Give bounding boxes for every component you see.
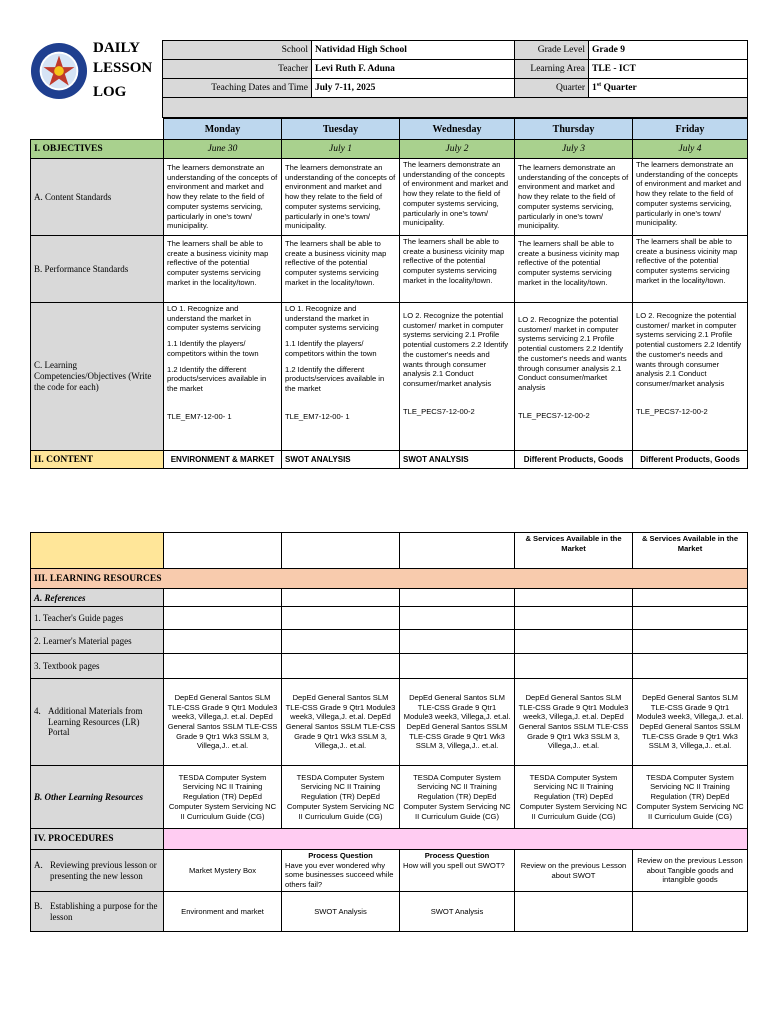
content-thursday: Different Products, Goods xyxy=(515,451,633,469)
performance-standard-wednesday: The learners shall be able to create a business vicinity map reflective of the potential computer systems servicing market in the locality/town. xyxy=(400,236,515,303)
day-wednesday: Wednesday xyxy=(400,119,515,140)
performance-standard-monday: The learners shall be able to create a business vicinity map reflective of the potential computer systems servicing market in the locality/town. xyxy=(164,236,282,303)
teacher-guide-thursday xyxy=(515,607,633,630)
content-standard-wednesday: The learners demonstrate an understanding of the concepts of environment and market and how they relate to the field of computer systems servicing, particularly in one's town/ municipality. xyxy=(400,159,515,236)
procedure-a-friday: Review on the previous Lesson about Tangible goods and intangible goods xyxy=(633,850,748,892)
textbook-monday xyxy=(164,654,282,679)
title-line-2: LESSON xyxy=(93,60,153,76)
learning-area-label: Learning Area xyxy=(515,60,589,79)
textbook-thursday xyxy=(515,654,633,679)
lesson-log-table-bottom xyxy=(30,532,748,932)
competency-lo1-1: 1.1 Identify the players/ competitors within the town xyxy=(167,339,259,358)
performance-standard-thursday: The learners shall be able to create a business vicinity map reflective of the potential computer systems servicing market in the locality/town. xyxy=(515,236,633,303)
additional-materials-thursday: DepEd General Santos SLM TLE-CSS Grade 9 Qtr1 Module3 week3, Villega,J. et.al. DepEd General Santos SSLM TLE-CSS Grade 9 Qtr1 Wk3 SSLM 3, Villega,J.. et.al. xyxy=(515,679,633,766)
competency-wednesday xyxy=(400,303,515,451)
school-label: School xyxy=(163,41,312,60)
day-corner xyxy=(31,119,164,140)
procedure-b-number: B. xyxy=(34,900,43,911)
learner-material-thursday xyxy=(515,630,633,654)
performance-standards-label: B. Performance Standards xyxy=(31,236,164,303)
competency-friday xyxy=(633,303,748,451)
competency-lo1-2: 1.2 Identify the different products/services available in the market xyxy=(285,364,385,394)
competency-code: TLE_PECS7-12-00-2 xyxy=(403,406,475,416)
procedures-band xyxy=(164,829,748,850)
procedure-b-label xyxy=(31,892,164,932)
header-spacer xyxy=(163,98,748,118)
references-tuesday xyxy=(282,589,400,607)
title-line-3: LOG xyxy=(93,84,127,100)
learner-material-friday xyxy=(633,630,748,654)
school-value: Natividad High School xyxy=(312,41,515,60)
learner-material-wednesday xyxy=(400,630,515,654)
additional-materials-text: Additional Materials from Learning Resources (LR) Portal xyxy=(48,705,143,738)
procedure-b-text: Establishing a purpose for the lesson xyxy=(50,900,158,922)
content-heading: II. CONTENT xyxy=(31,451,164,469)
content-standard-friday: The learners demonstrate an understanding of the concepts of environment and market and how they relate to the field of computer systems servicing, particularly in one's town/ municipality. xyxy=(633,159,748,236)
learner-material-label: 2. Learner's Material pages xyxy=(31,630,164,654)
day-thursday: Thursday xyxy=(515,119,633,140)
day-tuesday: Tuesday xyxy=(282,119,400,140)
content-standard-thursday: The learners demonstrate an understanding of the concepts of environment and market and how they relate to the field of computer systems servicing, particularly in one's town/ municipality. xyxy=(515,159,633,236)
date-thursday: July 3 xyxy=(515,140,633,159)
teaching-dates-value: July 7-11, 2025 xyxy=(312,79,515,98)
procedure-b-friday xyxy=(633,892,748,932)
competency-code: TLE_PECS7-12-00-2 xyxy=(518,410,590,420)
grade-level-label: Grade Level xyxy=(515,41,589,60)
competencies-label: C. Learning Competencies/Objectives (Write the code for each) xyxy=(31,303,164,451)
references-thursday xyxy=(515,589,633,607)
content-continued-wednesday xyxy=(400,533,515,569)
competency-lo2-text: LO 2. Recognize the potential customer/ market in computer systems servicing 2.1 Profile potential customers 2.2 Identify the customer's needs and wants through consumer analysis 2.1 Conduct consumer/market analysis xyxy=(518,315,627,393)
day-monday: Monday xyxy=(164,119,282,140)
other-resources-wednesday: TESDA Computer System Servicing NC II Training Regulation (TR) DepEd Computer System Servicing NC II Curriculum Guide (CG) xyxy=(400,766,515,829)
procedure-a-text: Reviewing previous lesson or presenting the new lesson xyxy=(50,859,157,881)
additional-materials-friday: DepEd General Santos SLM TLE-CSS Grade 9 Qtr1 Module3 week3, Villega,J. et.al. DepEd General Santos SSLM TLE-CSS Grade 9 Qtr1 Wk3 SSLM 3, Villega,J.. et.al. xyxy=(633,679,748,766)
additional-materials-number: 4. xyxy=(34,705,41,716)
procedure-b-monday: Environment and market xyxy=(164,892,282,932)
process-question-text: Have you ever wondered why some businesses succeed while others fail? xyxy=(285,860,394,890)
textbook-wednesday xyxy=(400,654,515,679)
objectives-heading: I. OBJECTIVES xyxy=(31,140,164,159)
textbook-friday xyxy=(633,654,748,679)
procedure-a-label xyxy=(31,850,164,892)
learner-material-monday xyxy=(164,630,282,654)
competency-tuesday xyxy=(282,303,400,451)
teacher-guide-friday xyxy=(633,607,748,630)
content-continued-tuesday xyxy=(282,533,400,569)
teacher-guide-label: 1. Teacher's Guide pages xyxy=(31,607,164,630)
learning-area-value: TLE - ICT xyxy=(589,60,748,79)
performance-standard-friday: The learners shall be able to create a business vicinity map reflective of the potential computer systems servicing market in the locality/town. xyxy=(633,236,748,303)
date-monday: June 30 xyxy=(164,140,282,159)
title-block xyxy=(30,40,162,117)
textbook-label: 3. Textbook pages xyxy=(31,654,164,679)
performance-standard-tuesday: The learners shall be able to create a business vicinity map reflective of the potential computer systems servicing market in the locality/town. xyxy=(282,236,400,303)
content-standards-label: A. Content Standards xyxy=(31,159,164,236)
procedure-a-monday: Market Mystery Box xyxy=(164,850,282,892)
references-monday xyxy=(164,589,282,607)
content-wednesday: SWOT ANALYSIS xyxy=(400,451,515,469)
learner-material-tuesday xyxy=(282,630,400,654)
process-question-title: Process Question xyxy=(308,851,373,860)
teacher-guide-monday xyxy=(164,607,282,630)
date-tuesday: July 1 xyxy=(282,140,400,159)
competency-code: TLE_EM7-12-00- 1 xyxy=(167,411,232,421)
competency-monday xyxy=(164,303,282,451)
additional-materials-tuesday: DepEd General Santos SLM TLE-CSS Grade 9 Qtr1 Module3 week3, Villega,J. et.al. DepEd General Santos SSLM TLE-CSS Grade 9 Qtr1 Wk3 SSLM 3, Villega,J.. et.al. xyxy=(282,679,400,766)
procedure-b-wednesday: SWOT Analysis xyxy=(400,892,515,932)
other-resources-thursday: TESDA Computer System Servicing NC II Training Regulation (TR) DepEd Computer System Servicing NC II Curriculum Guide (CG) xyxy=(515,766,633,829)
content-continued-monday xyxy=(164,533,282,569)
content-standard-tuesday: The learners demonstrate an understanding of the concepts of environment and market and how they relate to the field of computer systems servicing, particularly in one's town/ municipality. xyxy=(282,159,400,236)
content-standard-monday: The learners demonstrate an understanding of the concepts of environment and market and how they relate to the field of computer systems servicing, particularly in one's town/ municipality. xyxy=(164,159,282,236)
quarter-label: Quarter xyxy=(515,79,589,98)
other-resources-tuesday: TESDA Computer System Servicing NC II Training Regulation (TR) DepEd Computer System Servicing NC II Curriculum Guide (CG) xyxy=(282,766,400,829)
date-friday: July 4 xyxy=(633,140,748,159)
competency-lo1-2: 1.2 Identify the different products/services available in the market xyxy=(167,364,267,394)
other-resources-label: B. Other Learning Resources xyxy=(31,766,164,829)
deped-seal-icon xyxy=(30,42,88,100)
additional-materials-label xyxy=(31,679,164,766)
procedure-a-wednesday xyxy=(400,850,515,892)
references-friday xyxy=(633,589,748,607)
additional-materials-wednesday: DepEd General Santos SLM TLE-CSS Grade 9 Qtr1 Module3 week3, Villega,J. et.al. DepEd General Santos SSLM TLE-CSS Grade 9 Qtr1 Wk3 SSLM 3, Villega,J.. et.al. xyxy=(400,679,515,766)
other-resources-monday: TESDA Computer System Servicing NC II Training Regulation (TR) DepEd Computer System Servicing NC II Curriculum Guide (CG) xyxy=(164,766,282,829)
content-friday: Different Products, Goods xyxy=(633,451,748,469)
header-table xyxy=(162,40,748,118)
references-wednesday xyxy=(400,589,515,607)
date-wednesday: July 2 xyxy=(400,140,515,159)
procedures-heading: IV. PROCEDURES xyxy=(31,829,164,850)
procedure-a-tuesday xyxy=(282,850,400,892)
learning-resources-heading: III. LEARNING RESOURCES xyxy=(31,569,748,589)
competency-lo2-text: LO 2. Recognize the potential customer/ market in computer systems servicing 2.1 Profile potential customers 2.2 Identify the customer's needs and wants through consumer analysis 2.1 Conduct consumer/market analysis xyxy=(636,311,742,389)
teacher-value: Levi Ruth F. Aduna xyxy=(312,60,515,79)
competency-lo1-1: 1.1 Identify the players/ competitors within the town xyxy=(285,339,377,358)
content-tuesday: SWOT ANALYSIS xyxy=(282,451,400,469)
teacher-guide-tuesday xyxy=(282,607,400,630)
teacher-label: Teacher xyxy=(163,60,312,79)
competency-thursday xyxy=(515,303,633,451)
quarter-value: 1st Quarter xyxy=(589,79,748,98)
procedure-a-thursday: Review on the previous Lesson about SWOT xyxy=(515,850,633,892)
procedure-b-thursday xyxy=(515,892,633,932)
references-label: A. References xyxy=(31,589,164,607)
competency-lo2-text: LO 2. Recognize the potential customer/ market in computer systems servicing 2.1 Profile potential customers 2.2 Identify the customer's needs and wants through consumer analysis 2.1 Conduct consumer/market analysis xyxy=(403,311,509,389)
competency-code: TLE_PECS7-12-00-2 xyxy=(636,406,708,416)
additional-materials-monday: DepEd General Santos SLM TLE-CSS Grade 9 Qtr1 Module3 week3, Villega,J. et.al. DepEd General Santos SSLM TLE-CSS Grade 9 Qtr1 Wk3 SSLM 3, Villega,J.. et.al. xyxy=(164,679,282,766)
content-continued-thursday: & Services Available in the Market xyxy=(515,533,633,569)
process-question-title: Process Question xyxy=(424,851,490,860)
other-resources-friday: TESDA Computer System Servicing NC II Training Regulation (TR) DepEd Computer System Servicing NC II Curriculum Guide (CG) xyxy=(633,766,748,829)
competency-lo1-title: LO 1. Recognize and understand the market in computer systems servicing xyxy=(167,304,261,333)
teacher-guide-wednesday xyxy=(400,607,515,630)
competency-lo1-title: LO 1. Recognize and understand the market in computer systems servicing xyxy=(285,304,379,333)
day-friday: Friday xyxy=(633,119,748,140)
content-monday: ENVIRONMENT & MARKET xyxy=(164,451,282,469)
grade-level-value: Grade 9 xyxy=(589,41,748,60)
procedure-a-number: A. xyxy=(34,859,43,870)
textbook-tuesday xyxy=(282,654,400,679)
title-line-1: DAILY xyxy=(93,40,140,56)
teaching-dates-label: Teaching Dates and Time xyxy=(163,79,312,98)
content-continued-label xyxy=(31,533,164,569)
competency-code: TLE_EM7-12-00- 1 xyxy=(285,411,350,421)
content-continued-friday: & Services Available in the Market xyxy=(633,533,748,569)
lesson-log-table-top xyxy=(30,118,748,469)
process-question-text: How will you spell out SWOT? xyxy=(403,860,505,870)
procedure-b-tuesday: SWOT Analysis xyxy=(282,892,400,932)
